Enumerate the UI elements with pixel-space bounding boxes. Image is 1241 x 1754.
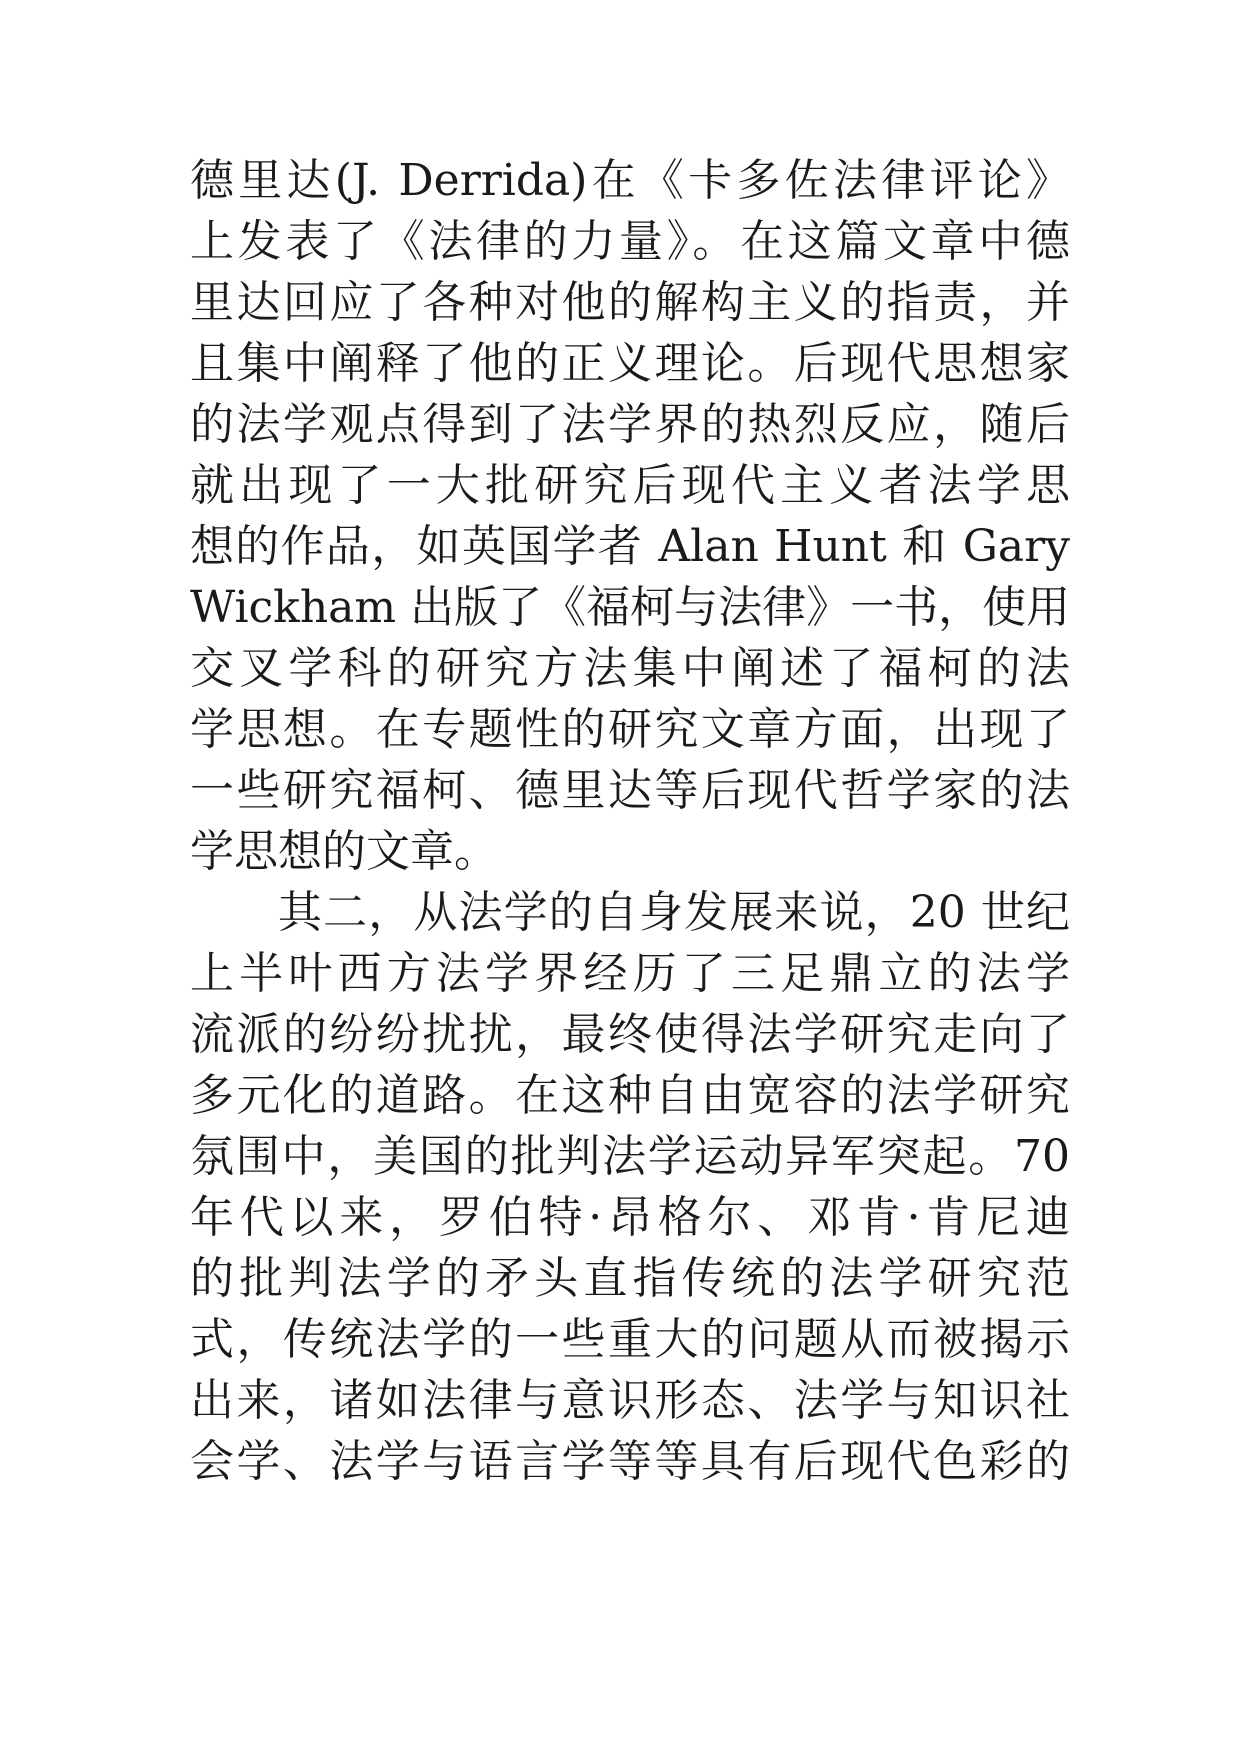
text-line: 上发表了《法律的力量》。在这篇文章中德: [190, 216, 1070, 267]
text-line: Wickham 出版了《福柯与法律》一书，使用: [190, 582, 1071, 633]
text-line: 且集中阐释了他的正义理论。后现代思想家: [190, 338, 1070, 389]
text-line: 一些研究福柯、德里达等后现代哲学家的法: [190, 765, 1070, 816]
text-line: 年代以来，罗伯特·昂格尔、邓肯·肯尼迪: [190, 1192, 1070, 1243]
paragraph-1: [190, 150, 1070, 882]
text-line: 氛围中，美国的批判法学运动异军突起。70: [190, 1131, 1070, 1182]
text-line: 想的作品，如英国学者 Alan Hunt 和 Gary: [190, 521, 1070, 572]
text-line: 式，传统法学的一些重大的问题从而被揭示: [190, 1314, 1070, 1365]
text-line: 德里达(J. Derrida)在《卡多佐法律评论》: [190, 155, 1070, 206]
text-line: 学思想。在专题性的研究文章方面，出现了: [190, 704, 1070, 755]
text-line: 的法学观点得到了法学界的热烈反应，随后: [190, 399, 1070, 450]
text-line: 里达回应了各种对他的解构主义的指责，并: [190, 277, 1070, 328]
text-line: 的批判法学的矛头直指传统的法学研究范: [190, 1253, 1070, 1304]
paragraph-2: [190, 882, 1070, 1492]
text-line: 学思想的文章。: [190, 826, 498, 877]
text-line: 就出现了一大批研究后现代主义者法学思: [190, 460, 1070, 511]
text-line: 会学、法学与语言学等等具有后现代色彩的: [190, 1436, 1070, 1487]
text-line: 其二，从法学的自身发展来说，20 世纪: [278, 887, 1070, 938]
body-text: [190, 150, 1070, 1492]
text-line: 交叉学科的研究方法集中阐述了福柯的法: [190, 643, 1070, 694]
text-line: 多元化的道路。在这种自由宽容的法学研究: [190, 1070, 1070, 1121]
text-line: 上半叶西方法学界经历了三足鼎立的法学: [190, 948, 1070, 999]
text-line: 流派的纷纷扰扰，最终使得法学研究走向了: [190, 1009, 1070, 1060]
text-line: 出来，诸如法律与意识形态、法学与知识社: [190, 1375, 1070, 1426]
